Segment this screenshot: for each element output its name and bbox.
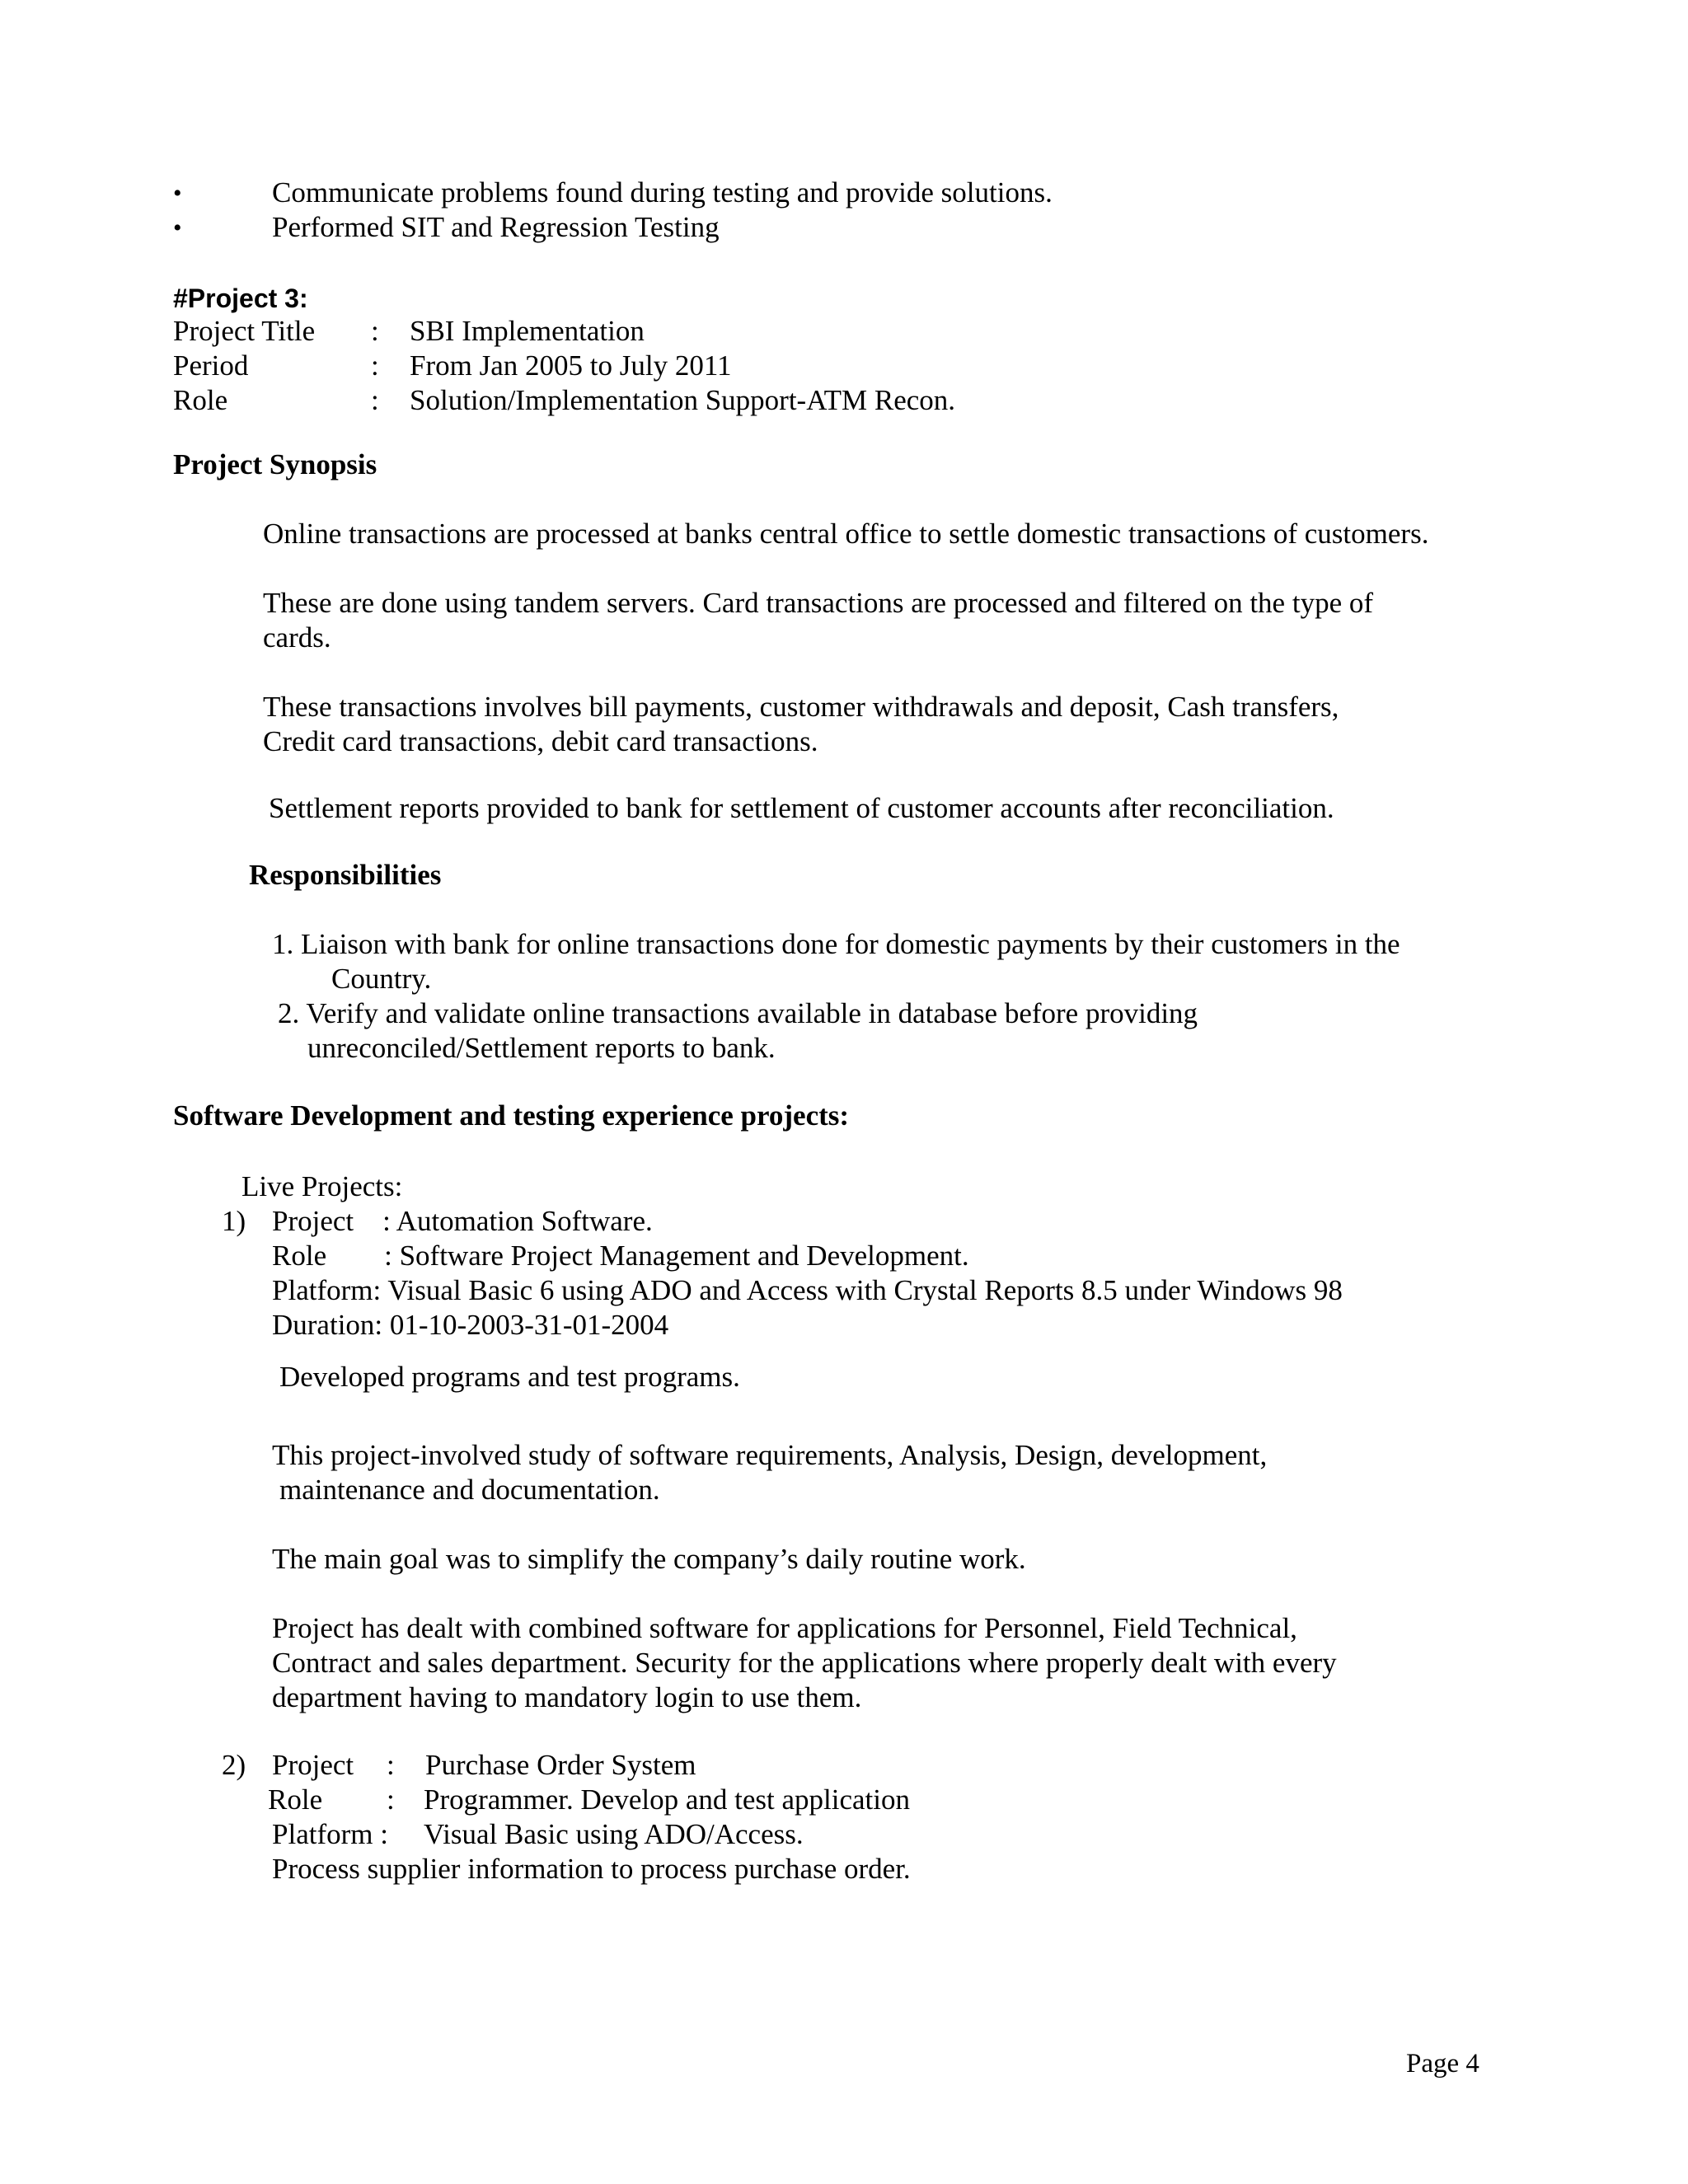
bullet-dot: • — [173, 214, 182, 241]
field-label: Project Title — [173, 315, 316, 347]
paragraph-line: maintenance and documentation. — [279, 1474, 660, 1506]
field-label: Project — [272, 1749, 354, 1781]
field-separator: : — [387, 1783, 395, 1816]
field-value: From Jan 2005 to July 2011 — [410, 349, 732, 382]
paragraph-line: Contract and sales department. Security for the applications where properly dealt with every — [272, 1647, 1337, 1679]
section-heading: Responsibilities — [249, 859, 442, 891]
bullet-item: Communicate problems found during testing and provide solutions. — [272, 176, 1053, 209]
field-separator: : — [371, 349, 379, 382]
field-separator: : — [371, 315, 379, 347]
list-number: 2) — [222, 1749, 246, 1781]
project-line: Role : Software Project Management and Development. — [272, 1240, 969, 1272]
list-item-line: 2. Verify and validate online transactions available in database before providing — [278, 997, 1198, 1029]
paragraph-line: cards. — [263, 621, 331, 654]
field-value: Solution/Implementation Support-ATM Recon. — [410, 384, 956, 416]
paragraph-line: Settlement reports provided to bank for settlement of customer accounts after reconciliation. — [269, 792, 1334, 824]
field-label: Role — [173, 384, 228, 416]
field-label: Platform : — [272, 1818, 388, 1850]
list-item-line: 1. Liaison with bank for online transactions done for domestic payments by their customers in the — [272, 928, 1400, 960]
section-heading: Software Development and testing experience projects: — [173, 1099, 850, 1132]
paragraph-line: Process supplier information to process purchase order. — [272, 1853, 911, 1885]
list-item-line: unreconciled/Settlement reports to bank. — [307, 1032, 776, 1064]
project-line: Project : Automation Software. — [272, 1205, 653, 1237]
field-label: Role — [268, 1783, 323, 1816]
field-separator: : — [387, 1749, 395, 1781]
paragraph-line: These are done using tandem servers. Card transactions are processed and filtered on the type of — [263, 587, 1374, 619]
paragraph-line: Developed programs and test programs. — [279, 1361, 740, 1393]
project-line: Platform: Visual Basic 6 using ADO and Access with Crystal Reports 8.5 under Windows 98 — [272, 1274, 1343, 1306]
paragraph-line: These transactions involves bill payments, customer withdrawals and deposit, Cash transfers, — [263, 691, 1339, 723]
field-value: Purchase Order System — [425, 1749, 696, 1781]
paragraph-line: Credit card transactions, debit card transactions. — [263, 725, 818, 757]
section-heading: Project Synopsis — [173, 448, 377, 480]
field-value: SBI Implementation — [410, 315, 645, 347]
bullet-item: Performed SIT and Regression Testing — [272, 211, 720, 243]
field-label: Period — [173, 349, 249, 382]
project-heading: #Project 3: — [173, 284, 308, 313]
page-number: Page 4 — [1406, 2049, 1479, 2079]
paragraph-line: The main goal was to simplify the company’s daily routine work. — [272, 1543, 1026, 1575]
bullet-dot: • — [173, 180, 182, 207]
paragraph-line: Online transactions are processed at banks central office to settle domestic transactions of customers. — [263, 518, 1429, 550]
paragraph-line: This project-involved study of software requirements, Analysis, Design, development, — [272, 1439, 1268, 1471]
paragraph-line: department having to mandatory login to use them. — [272, 1681, 862, 1713]
list-number: 1) — [222, 1205, 246, 1237]
field-value: Visual Basic using ADO/Access. — [424, 1818, 804, 1850]
list-item-line: Country. — [331, 963, 432, 995]
paragraph-line: Project has dealt with combined software for applications for Personnel, Field Technical, — [272, 1612, 1297, 1644]
field-value: Programmer. Develop and test application — [424, 1783, 910, 1816]
project-line: Duration: 01-10-2003-31-01-2004 — [272, 1309, 669, 1341]
subheading: Live Projects: — [241, 1170, 403, 1202]
field-separator: : — [371, 384, 379, 416]
